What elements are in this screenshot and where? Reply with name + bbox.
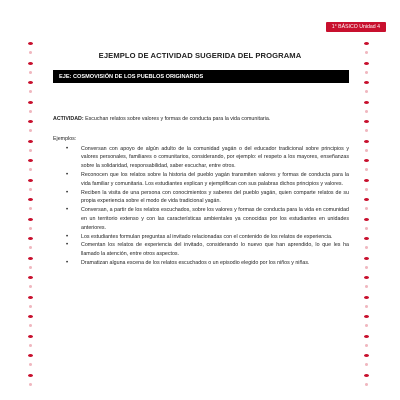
border-motif-dot bbox=[365, 383, 368, 386]
border-motif-mark bbox=[28, 140, 33, 143]
border-motif-mark bbox=[28, 42, 33, 45]
border-motif-dot bbox=[29, 149, 32, 152]
border-motif-mark bbox=[28, 159, 33, 162]
border-motif-dot bbox=[365, 168, 368, 171]
border-motif-mark bbox=[364, 159, 369, 162]
border-motif-mark bbox=[28, 120, 33, 123]
border-motif-mark bbox=[364, 335, 369, 338]
border-motif-dot bbox=[365, 207, 368, 210]
border-motif-mark bbox=[364, 101, 369, 104]
border-motif-dot bbox=[365, 305, 368, 308]
list-item: • Los estudiantes formulan preguntas al invitado relacionadas con el contenido de los relatos de experiencia. bbox=[81, 233, 349, 242]
border-motif-mark bbox=[364, 374, 369, 377]
border-motif-mark bbox=[364, 237, 369, 240]
examples-list bbox=[53, 145, 349, 268]
border-motif-dot bbox=[365, 51, 368, 54]
border-motif-mark bbox=[28, 335, 33, 338]
border-motif-mark bbox=[28, 198, 33, 201]
examples-label: Ejemplos: bbox=[53, 135, 77, 142]
eje-banner bbox=[53, 70, 349, 83]
border-motif-dot bbox=[29, 188, 32, 191]
border-motif-mark bbox=[28, 315, 33, 318]
border-motif-mark bbox=[364, 276, 369, 279]
border-motif-dot bbox=[29, 383, 32, 386]
border-motif-dot bbox=[29, 207, 32, 210]
eje-label: EJE: COSMOVISIÓN DE LOS PUEBLOS ORIGINARIOS bbox=[59, 73, 204, 80]
border-motif-mark bbox=[28, 101, 33, 104]
border-motif-mark bbox=[28, 276, 33, 279]
border-motif-dot bbox=[365, 324, 368, 327]
border-motif-dot bbox=[29, 266, 32, 269]
border-motif-dot bbox=[365, 246, 368, 249]
border-motif-mark bbox=[364, 179, 369, 182]
list-item: • Dramatizan alguna escena de los relatos escuchados o un episodio elegido por los niños y niñas. bbox=[81, 259, 349, 268]
border-motif-dot bbox=[29, 305, 32, 308]
border-motif-mark bbox=[364, 218, 369, 221]
border-motif-dot bbox=[29, 129, 32, 132]
list-item: • Reciben la visita de una persona con conocimientos y saberes del pueblo yagán, quien comparte relatos de su propia experiencia sobre el modo de vida tradicional yagán. bbox=[81, 189, 349, 207]
border-motif-dot bbox=[365, 285, 368, 288]
border-motif-dot bbox=[29, 110, 32, 113]
border-motif-mark bbox=[364, 257, 369, 260]
border-motif-dot bbox=[365, 129, 368, 132]
border-motif-dot bbox=[29, 71, 32, 74]
border-motif-mark bbox=[364, 140, 369, 143]
border-motif-mark bbox=[28, 218, 33, 221]
border-motif-dot bbox=[29, 90, 32, 93]
unit-badge: 1° BÁSICO Unidad 4 bbox=[326, 22, 386, 32]
border-motif-dot bbox=[365, 344, 368, 347]
list-item: • Conversan con apoyo de algún adulto de la comunidad yagán o del educador tradicional sobre principios y valores personales, familiares o comunitarios, considerando, por ejemplo: el respeto a los mayores, enseñanzas sobre la solidaridad, responsabilidad, saber escuchar, entre otros. bbox=[81, 145, 349, 171]
border-motif-mark bbox=[28, 354, 33, 357]
border-motif-dot bbox=[365, 363, 368, 366]
left-decorative-border bbox=[28, 42, 34, 392]
border-motif-dot bbox=[29, 324, 32, 327]
border-motif-dot bbox=[365, 90, 368, 93]
list-item: • Comentan los relatos de experiencia del invitado, considerando lo nuevo que han aprendido, lo que les ha llamado la atención, entre otros aspectos. bbox=[81, 241, 349, 259]
border-motif-mark bbox=[364, 120, 369, 123]
list-item: • Reconocen que los relatos sobre la historia del pueblo yagán transmiten valores y formas de conducta para la vida familiar y comunitaria. Los estudiantes explican y ejemplifican con sus palabras dichos principios y valores. bbox=[81, 171, 349, 189]
border-motif-dot bbox=[365, 71, 368, 74]
border-motif-dot bbox=[29, 168, 32, 171]
page-title: EJEMPLO DE ACTIVIDAD SUGERIDA DEL PROGRAMA bbox=[98, 51, 302, 60]
border-motif-dot bbox=[29, 51, 32, 54]
activity-text: Escuchan relatos sobre valores y formas de conducta para la vida comunitaria. bbox=[83, 116, 271, 122]
activity-label: ACTIVIDAD: bbox=[53, 116, 84, 122]
border-motif-mark bbox=[28, 237, 33, 240]
border-motif-mark bbox=[28, 296, 33, 299]
border-motif-mark bbox=[364, 296, 369, 299]
border-motif-dot bbox=[29, 344, 32, 347]
right-decorative-border bbox=[364, 42, 370, 392]
border-motif-mark bbox=[28, 374, 33, 377]
border-motif-mark bbox=[28, 81, 33, 84]
border-motif-mark bbox=[364, 62, 369, 65]
document-body bbox=[53, 115, 349, 268]
list-item: • Conversan, a partir de los relatos escuchados, sobre los valores y formas de conducta para la vida en comunidad en un territorio extenso y con las características ambientales ya conocidas por los estudiantes en unidades anteriores. bbox=[81, 206, 349, 232]
border-motif-mark bbox=[28, 62, 33, 65]
border-motif-dot bbox=[29, 227, 32, 230]
border-motif-mark bbox=[28, 179, 33, 182]
border-motif-mark bbox=[364, 81, 369, 84]
border-motif-dot bbox=[365, 227, 368, 230]
border-motif-mark bbox=[28, 257, 33, 260]
border-motif-dot bbox=[365, 110, 368, 113]
border-motif-mark bbox=[364, 315, 369, 318]
border-motif-dot bbox=[29, 285, 32, 288]
border-motif-mark bbox=[364, 42, 369, 45]
border-motif-mark bbox=[364, 198, 369, 201]
border-motif-mark bbox=[364, 354, 369, 357]
border-motif-dot bbox=[29, 363, 32, 366]
border-motif-dot bbox=[365, 266, 368, 269]
border-motif-dot bbox=[365, 188, 368, 191]
border-motif-dot bbox=[365, 149, 368, 152]
activity-paragraph bbox=[53, 115, 349, 124]
border-motif-dot bbox=[29, 246, 32, 249]
